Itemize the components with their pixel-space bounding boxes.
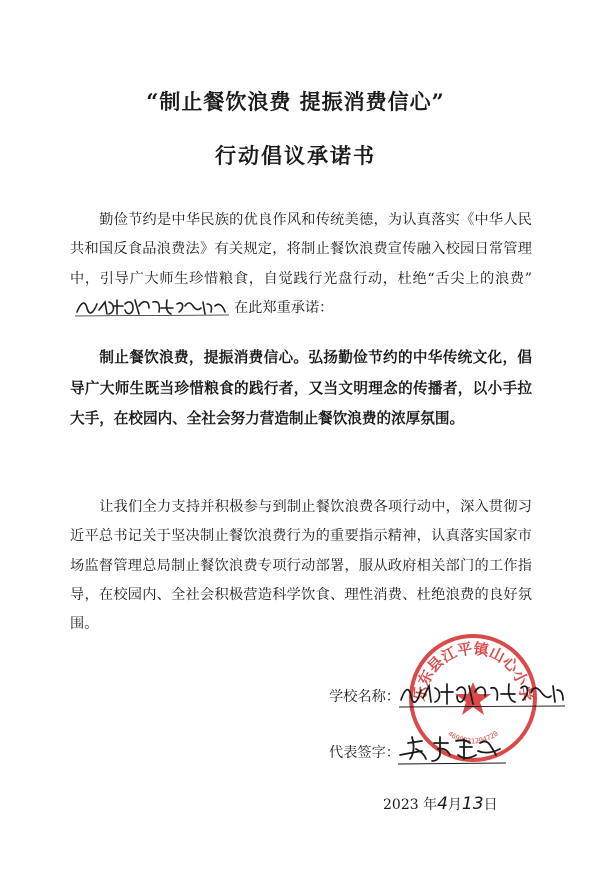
date-month-unit: 月 — [447, 797, 462, 813]
paragraph-call-to-action-text: 让我们全力支持并积极参与到制止餐饮浪费各项行动中，深入贯彻习近平总书记关于坚决制止餐饮浪费行为的重要指示精神，认真落实国家市场监督管理总局制止餐饮浪费专项行动部署，服从政府相关部门的工作指导，在校园内、全社会积极营造科学饮食、理性消费、杜绝浪费的良好氛围。 — [70, 499, 532, 633]
paragraph-commitment — [70, 343, 532, 435]
paragraph-intro-ending: 在此郑重承诺： — [234, 299, 334, 316]
seal-code: 4690331204720 — [446, 729, 500, 746]
signing-date — [383, 794, 498, 814]
representative-signature — [398, 733, 508, 767]
document-title-line-1: “制止餐饮浪费 提振消费信心” — [146, 89, 445, 114]
paragraph-call-to-action — [70, 493, 532, 639]
date-day: 13 — [461, 794, 484, 814]
school-name-label: 学校名称： — [329, 689, 400, 705]
date-month: 4 — [437, 794, 448, 814]
representative-signature-label: 代表签字： — [329, 745, 400, 761]
paragraph-intro — [70, 206, 532, 323]
inline-school-signature — [73, 296, 231, 318]
date-year: 2023 年 — [383, 797, 438, 813]
paragraph-commitment-text: 制止餐饮浪费，提振消费信心。弘扬勤俭节约的中华传统文化，倡导广大师生既当珍惜粮食的践行者，又当文明理念的传播者，以小手拉大手，在校园内、全社会努力营造制止餐饮浪费的浓厚氛围。 — [70, 349, 532, 427]
date-day-unit: 日 — [483, 797, 498, 813]
school-name-signature — [397, 680, 567, 710]
paragraph-intro-text: 勤俭节约是中华民族的优良作风和传统美德，为认真落实《中华人民共和国反食品浪费法》有关规定，将制止餐饮浪费宣传融入校园日常管理中，引导广大师生珍惜粮食，自觉践行光盘行动，杜绝“舌尖上的浪费” — [70, 212, 532, 287]
document-title-line-2: 行动倡议承诺书 — [215, 143, 376, 168]
seal-text: 乐东县江平镇山心小学 — [410, 639, 536, 703]
